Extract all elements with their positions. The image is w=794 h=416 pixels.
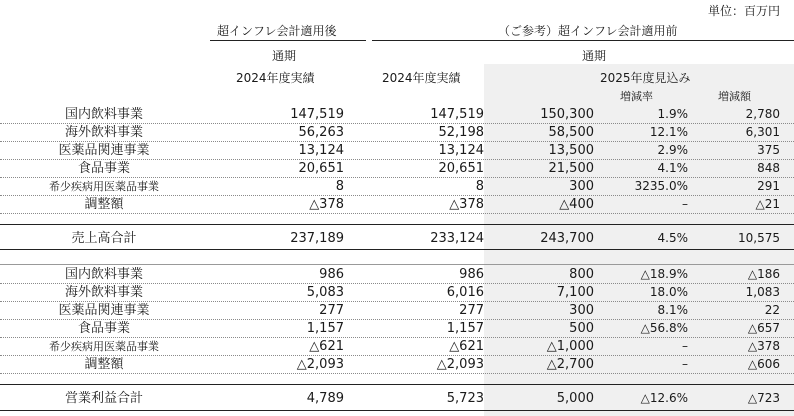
total-row: [0, 387, 794, 411]
row-label: 営業利益合計: [64, 391, 143, 406]
value-after: △2,093: [296, 357, 344, 372]
header-fy-actual-after: 2024年度実績: [236, 71, 315, 85]
value-rate: △56.8%: [640, 321, 688, 335]
value-forecast: 150,300: [540, 107, 594, 122]
value-before: △621: [449, 339, 484, 354]
table-row: [0, 284, 794, 302]
table-row: [0, 142, 794, 160]
table-row: [0, 266, 794, 284]
value-amount: △723: [747, 391, 780, 405]
profit-top-rule: [0, 264, 794, 265]
table-row: [0, 178, 794, 196]
row-label: 希少疾病用医薬品事業: [49, 180, 159, 193]
value-rate: –: [682, 197, 688, 211]
value-rate: –: [682, 339, 688, 353]
value-amount: 10,575: [738, 231, 780, 245]
value-forecast: 58,500: [548, 125, 594, 140]
value-forecast: 300: [569, 179, 594, 194]
value-before: 1,157: [446, 321, 484, 336]
value-after: 4,789: [306, 391, 344, 406]
row-label: 海外飲料事業: [64, 285, 143, 300]
row-label: 国内飲料事業: [64, 107, 143, 122]
value-after: 237,189: [290, 231, 344, 246]
value-before: 6,016: [446, 285, 484, 300]
value-forecast: 13,500: [548, 143, 594, 158]
value-after: △621: [309, 339, 344, 354]
value-before: 5,723: [446, 391, 484, 406]
value-forecast: 5,000: [556, 391, 594, 406]
value-before: 277: [459, 303, 484, 318]
value-amount: 1,083: [745, 285, 780, 299]
value-before: △378: [449, 197, 484, 212]
value-amount: 2,780: [745, 107, 780, 121]
value-rate: 3235.0%: [634, 179, 688, 193]
table-row: [0, 356, 794, 374]
value-after: 5,083: [306, 285, 344, 300]
total-top-rule: [0, 224, 794, 225]
value-rate: 4.5%: [657, 231, 688, 245]
value-rate: 1.9%: [657, 107, 688, 121]
value-forecast: 7,100: [556, 285, 594, 300]
value-amount: △186: [747, 267, 780, 281]
value-amount: 6,301: [745, 125, 780, 139]
table-row: [0, 302, 794, 320]
value-forecast: △400: [559, 197, 594, 212]
value-rate: 2.9%: [657, 143, 688, 157]
header-amount: 増減額: [718, 90, 751, 103]
value-rate: –: [682, 357, 688, 371]
value-amount: △606: [747, 357, 780, 371]
value-before: 20,651: [438, 161, 484, 176]
value-rate: 8.1%: [657, 303, 688, 317]
total-row: [0, 227, 794, 250]
value-forecast: 800: [569, 267, 594, 282]
header-after-rule: [210, 40, 366, 41]
value-forecast: 243,700: [540, 231, 594, 246]
table-row: [0, 160, 794, 178]
value-before: 986: [459, 267, 484, 282]
total-top-rule: [0, 384, 794, 385]
value-rate: 18.0%: [649, 285, 688, 299]
value-after: 56,263: [298, 125, 344, 140]
value-before: 233,124: [430, 231, 484, 246]
value-after: 277: [319, 303, 344, 318]
value-rate: △12.6%: [640, 391, 688, 405]
value-forecast: 500: [569, 321, 594, 336]
header-rate: 増減率: [620, 90, 653, 103]
row-label: 売上高合計: [71, 231, 137, 246]
header-fy-forecast: 2025年度見込み: [600, 71, 691, 85]
value-after: 147,519: [290, 107, 344, 122]
row-label: 食品事業: [77, 161, 130, 176]
header-before-rule: [372, 40, 794, 41]
value-after: 13,124: [298, 143, 344, 158]
value-after: 1,157: [306, 321, 344, 336]
row-label: 海外飲料事業: [64, 125, 143, 140]
row-label: 調整額: [84, 197, 124, 212]
value-forecast: △1,000: [546, 339, 594, 354]
unit-label: 単位：百万円: [707, 4, 780, 18]
value-before: 147,519: [430, 107, 484, 122]
row-label: 食品事業: [77, 321, 130, 336]
row-label: 国内飲料事業: [64, 267, 143, 282]
table-row: [0, 320, 794, 338]
header-period-after: 通期: [272, 49, 297, 63]
value-before: 13,124: [438, 143, 484, 158]
row-label: 医薬品関連事業: [58, 143, 150, 158]
header-fy-actual-before: 2024年度実績: [382, 71, 461, 85]
value-amount: △378: [747, 339, 780, 353]
value-forecast: 21,500: [548, 161, 594, 176]
value-after: △378: [309, 197, 344, 212]
table-row: [0, 196, 794, 214]
table-row: [0, 124, 794, 142]
value-amount: △21: [755, 197, 780, 211]
value-forecast: 300: [569, 303, 594, 318]
header-period-before: 通期: [582, 49, 607, 63]
table-row: [0, 106, 794, 124]
value-before: △2,093: [436, 357, 484, 372]
value-rate: 4.1%: [657, 161, 688, 175]
header-after: 超インフレ会計適用後: [217, 24, 337, 38]
table-row: [0, 338, 794, 356]
row-label: 医薬品関連事業: [58, 303, 150, 318]
value-before: 52,198: [438, 125, 484, 140]
value-before: 8: [475, 179, 484, 194]
value-rate: △18.9%: [640, 267, 688, 281]
value-after: 8: [335, 179, 344, 194]
row-label: 調整額: [84, 357, 124, 372]
row-label: 希少疾病用医薬品事業: [49, 340, 159, 353]
value-amount: △657: [747, 321, 780, 335]
value-after: 986: [319, 267, 344, 282]
value-forecast: △2,700: [546, 357, 594, 372]
value-amount: 848: [757, 161, 780, 175]
value-rate: 12.1%: [649, 125, 688, 139]
value-amount: 291: [757, 179, 780, 193]
header-before: （ご参考）超インフレ会計適用前: [498, 24, 678, 38]
value-amount: 375: [757, 143, 780, 157]
value-after: 20,651: [298, 161, 344, 176]
value-amount: 22: [764, 303, 780, 317]
